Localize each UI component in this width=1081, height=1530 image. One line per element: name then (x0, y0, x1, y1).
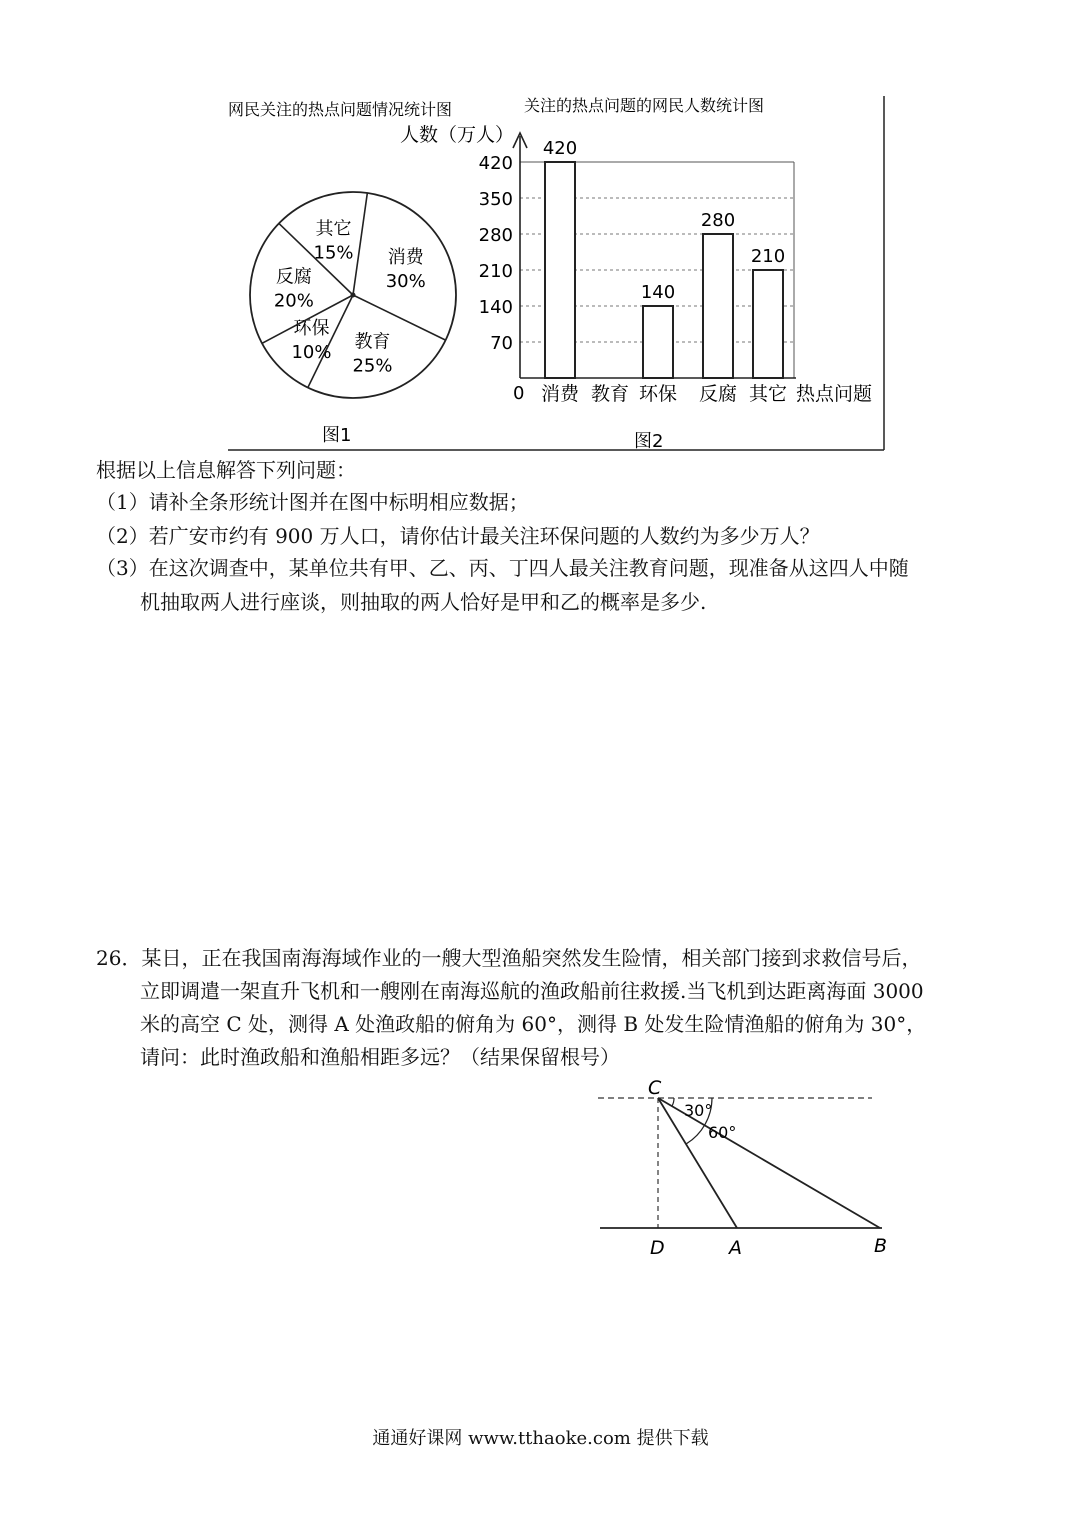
pie-chart (250, 192, 456, 398)
pie-slice-percent: 20% (273, 290, 314, 312)
pie-slice-percent: 10% (291, 341, 332, 363)
question-2: （2）若广安市约有 900 万人口，请你估计最关注环保问题的人数约为多少万人？ (96, 524, 820, 548)
angle-30-label: 30° (684, 1101, 713, 1120)
bar-0 (545, 162, 575, 378)
bar-value-label: 280 (700, 210, 736, 231)
problem-26-line-3: 米的高空 C 处，测得 A 处渔政船的俯角为 60°，测得 B 处发生险情渔船的俯角为 30°， (140, 1012, 927, 1036)
questions-intro: 根据以上信息解答下列问题： (96, 458, 356, 482)
pie-slice-label: 环保 (293, 317, 330, 339)
point-d-label: D (650, 1237, 665, 1259)
bar-y-tick-label: 420 (478, 153, 513, 174)
bar-category-label: 消费 (540, 383, 580, 405)
pie-slice-percent: 25% (352, 355, 393, 377)
bar-chart (400, 124, 872, 405)
bar-y-tick-label: 350 (478, 189, 513, 210)
bar-chart-title: 关注的热点问题的网民人数统计图 (524, 96, 765, 115)
question-1: （1）请补全条形统计图并在图中标明相应数据； (96, 490, 529, 514)
page-footer: 通通好课网 www.tthaoke.com 提供下载 (372, 1428, 709, 1449)
geometry-diagram (590, 1070, 910, 1270)
pie-slice-percent: 15% (313, 242, 354, 264)
bar-value-label: 210 (750, 246, 786, 267)
bar-y-tick-label: 140 (478, 297, 513, 318)
pie-slice-percent: 30% (385, 270, 426, 292)
bar-y-tick-label: 280 (478, 225, 513, 246)
pie-center (351, 293, 356, 298)
problem-26-line-1: 26．某日，正在我国南海海域作业的一艘大型渔船突然发生险情，相关部门接到求救信号后， (96, 946, 922, 970)
bar-category-label: 环保 (638, 383, 678, 405)
bar-3 (703, 234, 733, 378)
pie-slice-label: 反腐 (275, 266, 312, 288)
pie-slice-label: 教育 (354, 331, 391, 353)
figure-2-label: 图2 (634, 431, 664, 452)
bar-category-label: 反腐 (698, 383, 738, 405)
bar-2 (643, 306, 673, 378)
point-b-label: B (874, 1235, 888, 1257)
pie-divider-0 (353, 193, 367, 295)
point-a-label: A (729, 1237, 742, 1259)
pie-slice-label: 其它 (315, 218, 352, 240)
bar-y-tick-label: 210 (478, 261, 513, 282)
pie-chart-title: 网民关注的热点问题情况统计图 (228, 100, 453, 119)
bar-category-label: 教育 (590, 383, 630, 405)
bar-value-label: 140 (640, 282, 676, 303)
bar-x-axis-label: 热点问题 (796, 383, 873, 405)
question-3-line-2: 机抽取两人进行座谈，则抽取的两人恰好是甲和乙的概率是多少. (140, 590, 707, 614)
bar-value-label: 420 (542, 138, 578, 159)
angle-60-label: 60° (708, 1123, 737, 1142)
pie-slice-label: 消费 (387, 246, 424, 268)
statistics-figure (0, 0, 1081, 470)
bar-y-tick-label: 70 (490, 333, 513, 354)
bar-origin-label: 0 (513, 383, 525, 404)
bar-category-label: 其它 (748, 383, 788, 405)
problem-26-line-4: 请问：此时渔政船和渔船相距多远？（结果保留根号） (140, 1045, 620, 1069)
problem-26-line-2: 立即调遣一架直升飞机和一艘刚在南海巡航的渔政船前往救援.当飞机到达距离海面 3000 (140, 979, 924, 1003)
bar-y-axis-label: 人数（万人） (400, 124, 515, 146)
figure-1-label: 图1 (322, 425, 352, 446)
point-c-label: C (648, 1077, 662, 1099)
question-3-line-1: （3）在这次调查中，某单位共有甲、乙、丙、丁四人最关注教育问题，现准备从这四人中随 (96, 556, 909, 580)
angle-arc-30 (672, 1098, 674, 1106)
bar-4 (753, 270, 783, 378)
